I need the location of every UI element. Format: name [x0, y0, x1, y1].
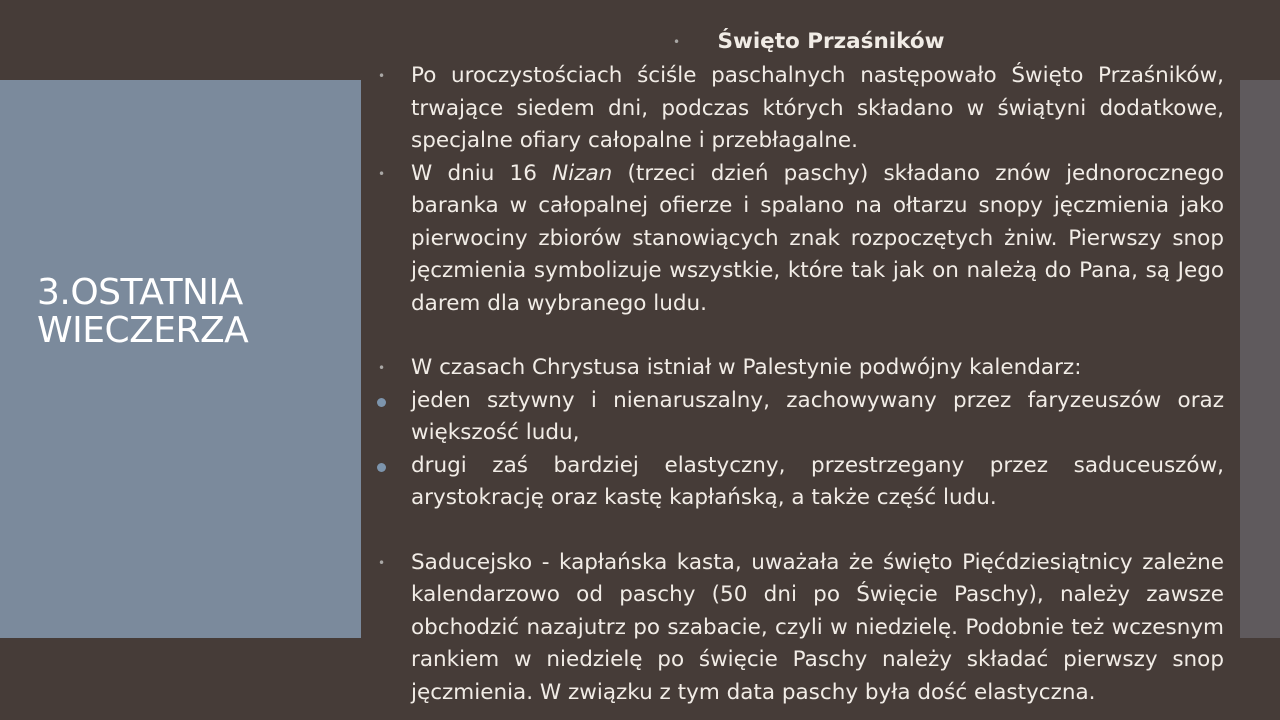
- paragraph-1: [378, 60, 1224, 158]
- bullet-icon: •: [673, 35, 681, 49]
- paragraph-6: [378, 547, 1224, 710]
- paragraph-3: [378, 352, 1224, 385]
- bullet-icon: •: [378, 69, 386, 83]
- section-heading-row: [378, 26, 1224, 60]
- round-bullet-icon: [377, 398, 386, 407]
- round-bullet-icon: [377, 463, 386, 472]
- paragraph-2: [378, 158, 1224, 321]
- paragraph-2-emphasis: Nizan: [552, 160, 613, 186]
- slide-title: [37, 274, 248, 350]
- bullet-icon: •: [378, 166, 386, 181]
- paragraph-2-text-a: W dniu 16: [411, 160, 553, 186]
- bullet-icon: •: [378, 361, 386, 375]
- slide-title-line-1: 3.OSTATNIA: [37, 272, 243, 313]
- paragraph-4-text: jeden sztywny i nienaruszalny, zachowywany przez faryzeuszów oraz większość ludu,: [411, 387, 1224, 445]
- slide-title-line-2: WIECZERZA: [37, 310, 249, 351]
- paragraph-2-text-b: (trzeci dzień paschy) składano znów jednorocznego baranka w całopalnej ofierze i spalano na ołtarzu snopy jęczmienia jako pierwociny zbiorów stanowiących znak rozpoczętych żniw. Pierwszy snop jęczmienia symbolizuje wszystkie, które tak jak on należą do Pana, są Jego darem dla wybranego ludu.: [411, 160, 1224, 316]
- slide-body: [378, 26, 1224, 709]
- section-heading: Święto Przaśników: [717, 29, 945, 54]
- paragraph-5: [378, 450, 1224, 515]
- title-panel: [0, 80, 361, 638]
- paragraph-6-text: Saducejsko - kapłańska kasta, uważała że święto Pięćdziesiątnicy zależne kalendarzowo od paschy (50 dni po Święcie Paschy), należy zawsze obchodzić nazajutrz po szabacie, czyli w niedzielę. Podobnie też wczesnym rankiem w niedzielę po święcie Paschy należy składać pierwszy snop jęczmienia. W związku z tym data paschy była dość elastyczna.: [411, 549, 1224, 705]
- bullet-icon: •: [378, 555, 386, 570]
- paragraph-3-text: W czasach Chrystusa istniał w Palestynie podwójny kalendarz:: [411, 355, 1082, 380]
- paragraph-5-text: drugi zaś bardziej elastyczny, przestrzegany przez saduceuszów, arystokrację oraz kastę kapłańską, a także część ludu.: [411, 452, 1224, 510]
- spacer: [378, 320, 1224, 352]
- paragraph-1-text: Po uroczystościach ściśle paschalnych następowało Święto Przaśników, trwające siedem dni, podczas których składano w świątyni dodatkowe, specjalne ofiary całopalne i przebłagalne.: [411, 63, 1224, 153]
- spacer: [378, 515, 1224, 547]
- right-accent-strip: [1240, 80, 1280, 638]
- paragraph-4: [378, 385, 1224, 450]
